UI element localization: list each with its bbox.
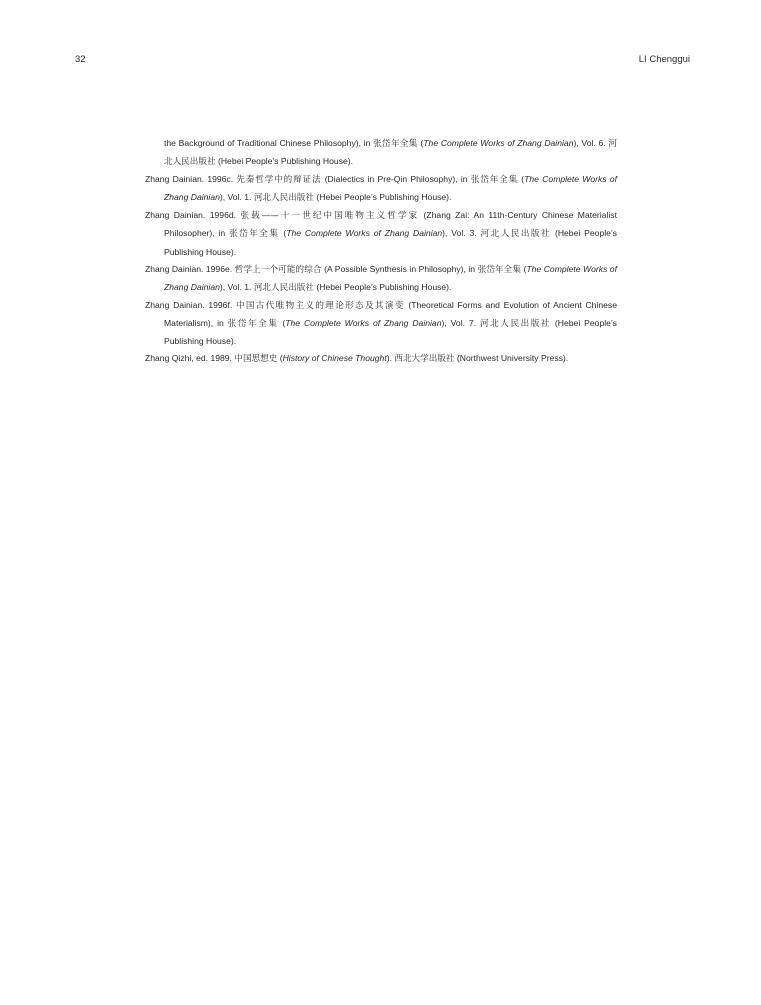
reference-text: the Background of Traditional Chinese Philosophy), in xyxy=(164,138,374,148)
reference-entry xyxy=(145,171,617,207)
reference-title: The Complete Works of Zhang Dainian xyxy=(286,228,443,239)
reference-text: 河北人民出版社 xyxy=(253,282,314,293)
reference-text: ( xyxy=(279,228,287,239)
reference-text: ), Vol. 1. xyxy=(219,192,254,203)
reference-entry xyxy=(145,207,617,260)
reference-text: 先秦哲学中的辩证法 xyxy=(236,175,322,186)
reference-entry xyxy=(145,350,617,368)
reference-text: Zhang Dainian. 1996f. xyxy=(145,299,236,310)
reference-title: The Complete Works of Zhang Dainian xyxy=(164,263,617,292)
reference-title: History of Chinese Thought xyxy=(282,353,387,364)
reference-text: (Hebei People’s Publishing House). xyxy=(215,156,353,167)
reference-text: 张岱年全集 xyxy=(477,264,522,275)
reference-text: (Hebei People’s Publishing House). xyxy=(164,317,617,347)
reference-text: 张岱年全集 xyxy=(227,318,279,329)
reference-title: The Complete Works of Zhang Dainian xyxy=(423,138,574,148)
reference-text: Zhang Dainian. 1996c. xyxy=(145,174,237,185)
reference-text: 张岱年全集 xyxy=(373,139,418,149)
reference-text: (A Possible Synthesis in Philosophy), in xyxy=(321,263,478,274)
reference-text: ( xyxy=(518,174,525,185)
reference-text: Zhang Dainian. 1996d. xyxy=(145,210,241,221)
reference-text: ), Vol. 6. xyxy=(573,138,609,148)
reference-text: (Hebei People’s Publishing House). xyxy=(314,192,452,203)
reference-text: Zhang Qizhi, ed. 1989. xyxy=(145,353,235,364)
reference-entry xyxy=(145,297,617,350)
reference-text: Zhang Dainian. 1996e. xyxy=(145,263,235,274)
reference-title: The Complete Works of Zhang Dainian xyxy=(164,174,617,203)
reference-text: ), Vol. 1. xyxy=(219,281,254,292)
reference-text: (Zhang Zai: An 11th-Century Chinese Materialist Philosopher), in xyxy=(164,210,617,239)
page-number: 32 xyxy=(75,54,86,65)
reference-text: 张载——十一世纪中国唯物主义哲学家 xyxy=(240,211,420,222)
reference-text: ), Vol. 3. xyxy=(442,228,481,239)
reference-text: 西北大学出版社 xyxy=(394,354,455,365)
reference-text: 中国古代唯物主义的理论形态及其演变 xyxy=(235,300,405,311)
reference-text: (Hebei People’s Publishing House). xyxy=(164,228,617,257)
reference-text: 哲学上一个可能的综合 xyxy=(234,264,322,275)
running-head: LI Chenggui xyxy=(638,54,690,65)
reference-text: ). xyxy=(386,353,395,364)
reference-text: ( xyxy=(278,317,286,328)
reference-text: 中国思想史 xyxy=(234,354,278,365)
reference-text: 河北人民出版社 xyxy=(253,193,314,204)
reference-text: ( xyxy=(417,138,424,148)
reference-entry-continued xyxy=(145,135,617,171)
reference-entry xyxy=(145,261,617,297)
reference-text: (Theoretical Forms and Evolution of Ancient Chinese Materialism), in xyxy=(164,299,617,328)
reference-text: 河北人民出版社 xyxy=(480,318,551,329)
reference-text: 张岱年全集 xyxy=(229,229,280,240)
reference-text: (Dialectics in Pre-Qin Philosophy), in xyxy=(321,174,471,185)
reference-text: (Hebei People’s Publishing House). xyxy=(314,281,452,292)
reference-title: The Complete Works of Zhang Dainian xyxy=(285,317,442,328)
reference-text: 河北人民出版社 xyxy=(480,229,552,240)
reference-text: ( xyxy=(521,263,527,274)
reference-text: 张岱年全集 xyxy=(470,175,519,186)
reference-text: ), Vol. 7. xyxy=(441,317,481,328)
reference-text: (Northwest University Press). xyxy=(454,353,569,364)
reference-text: 河北人民出版社 xyxy=(164,139,617,168)
reference-text: ( xyxy=(277,353,283,364)
reference-list xyxy=(145,135,617,368)
